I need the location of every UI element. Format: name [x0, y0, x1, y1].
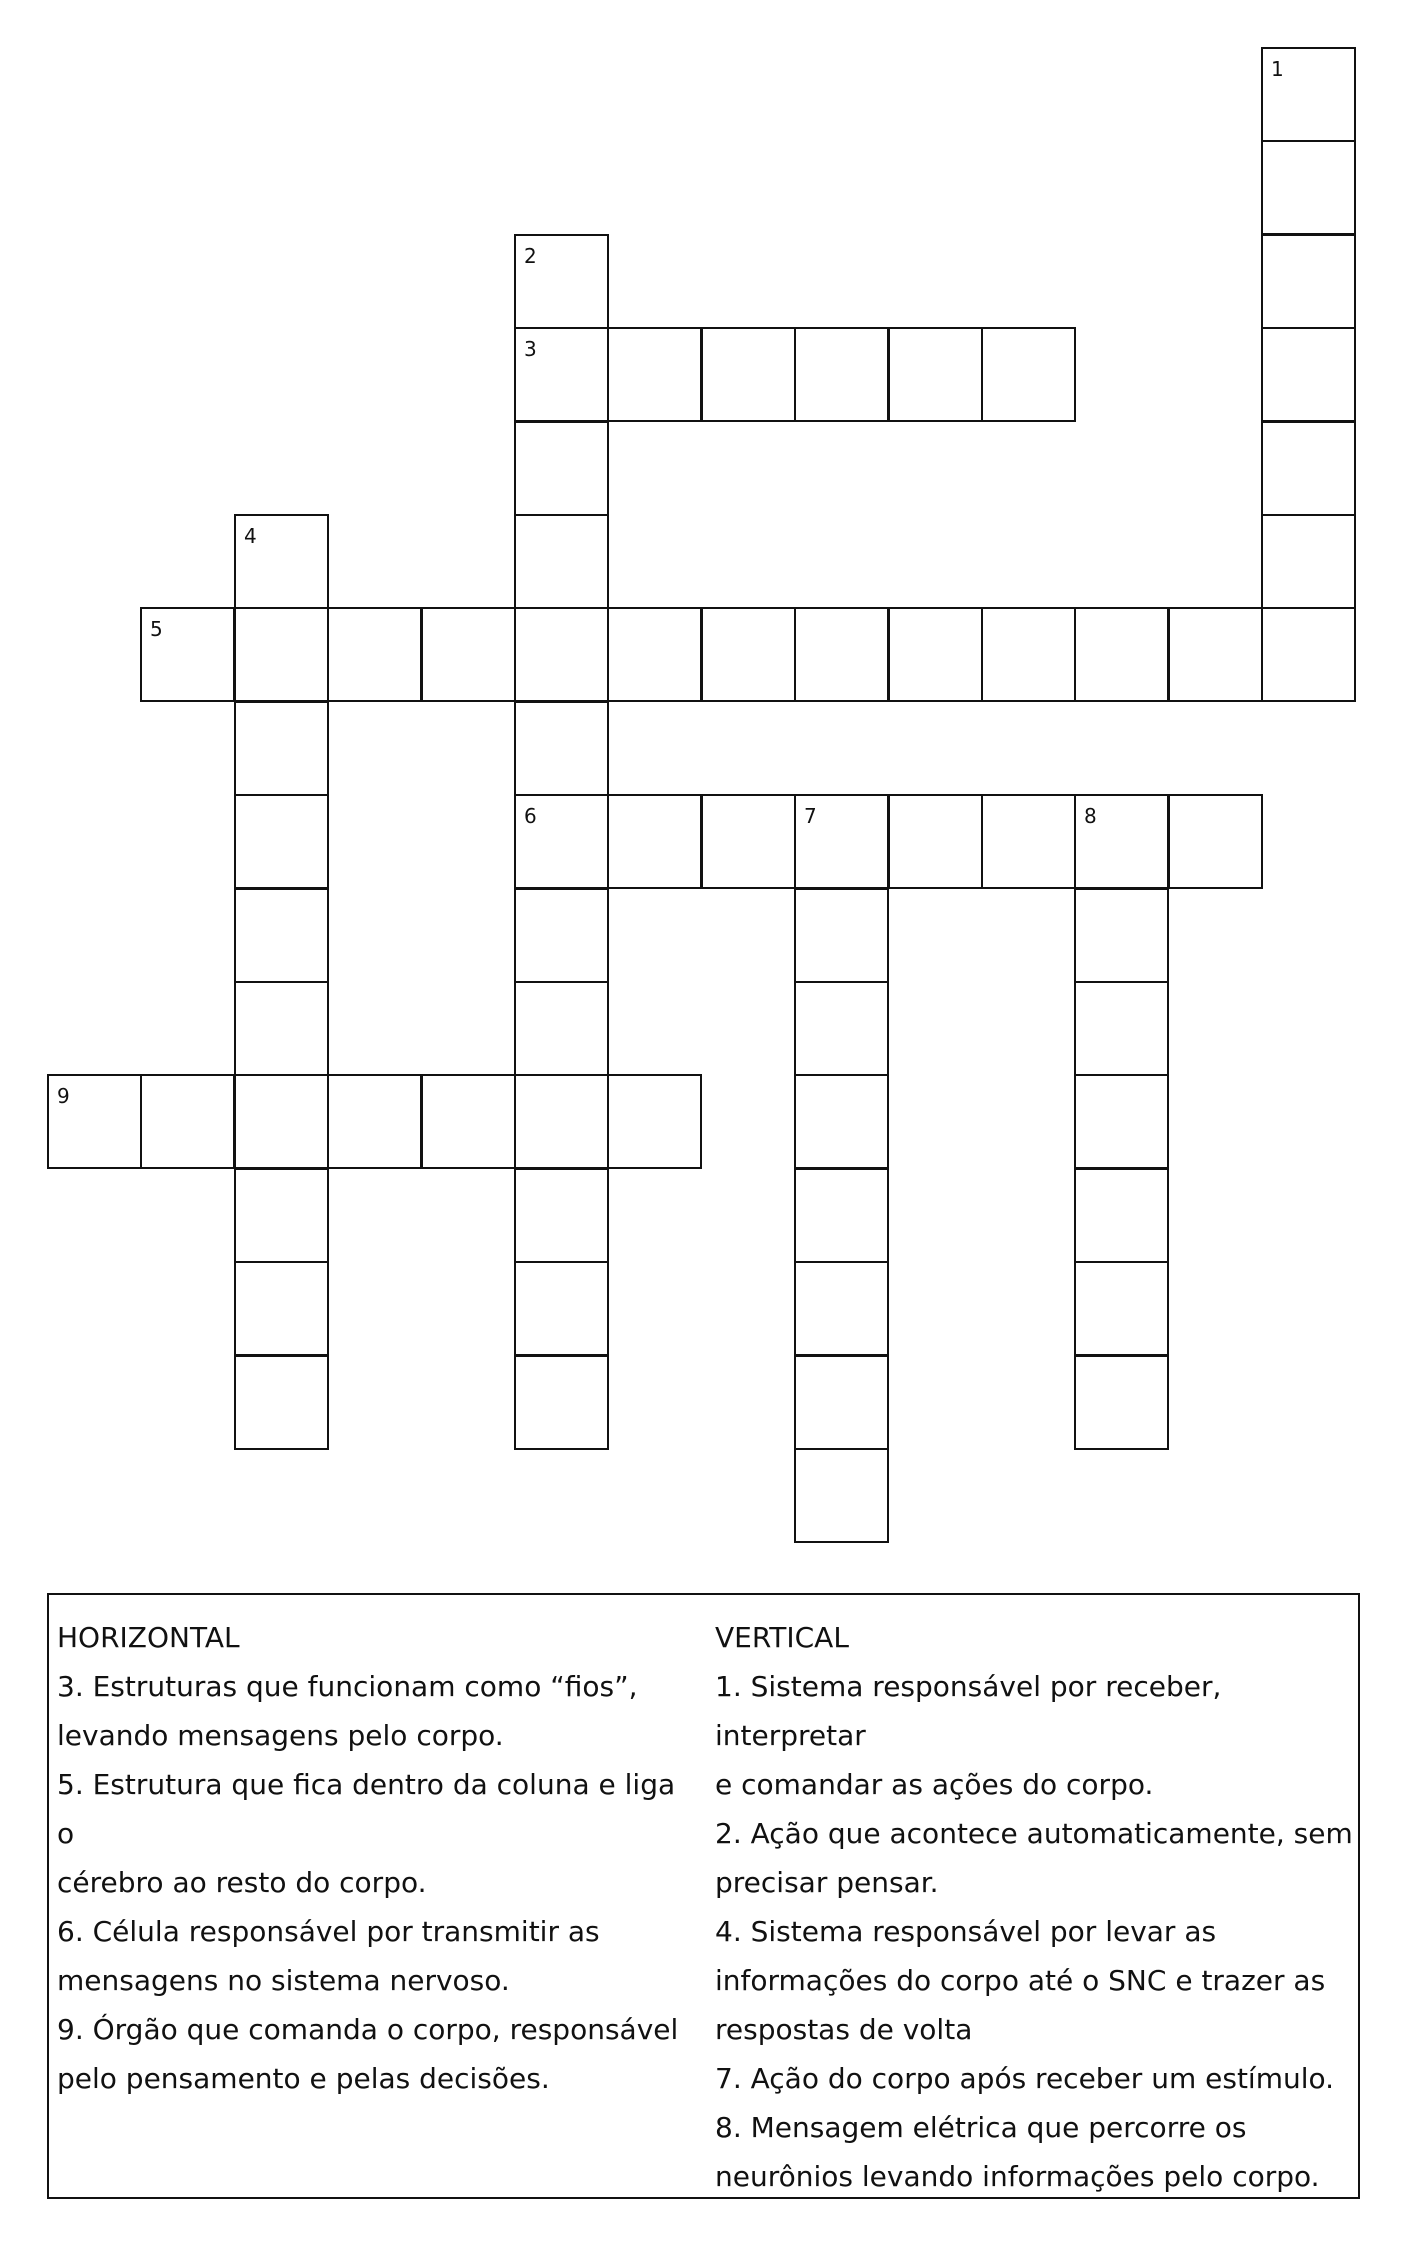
crossword-cell[interactable] [794, 327, 889, 422]
clue-number-8: 8 [1084, 804, 1097, 828]
crossword-cell[interactable] [981, 607, 1076, 702]
crossword-cell[interactable] [514, 1074, 609, 1169]
crossword-cell[interactable] [234, 981, 329, 1076]
vertical-heading: VERTICAL [715, 1621, 849, 1654]
crossword-cell[interactable] [140, 1074, 235, 1169]
clue-line: 8. Mensagem elétrica que percorre os [715, 2111, 1247, 2144]
crossword-cell[interactable] [794, 1074, 889, 1169]
crossword-cell[interactable] [234, 888, 329, 983]
crossword-cell[interactable] [701, 607, 796, 702]
crossword-cell[interactable] [514, 888, 609, 983]
clue-number-7: 7 [804, 804, 817, 828]
crossword-cell[interactable] [514, 794, 609, 889]
crossword-cell[interactable] [607, 607, 702, 702]
crossword-cell[interactable] [1261, 327, 1356, 422]
clue-vertical-1 [715, 1662, 1355, 1809]
crossword-cell[interactable] [1074, 1168, 1169, 1263]
crossword-cell[interactable] [514, 1168, 609, 1263]
crossword-cell[interactable] [327, 1074, 422, 1169]
crossword-cell[interactable] [514, 514, 609, 609]
clue-number-4: 4 [244, 524, 257, 548]
crossword-cell[interactable] [47, 1074, 142, 1169]
clue-line: e comandar as ações do corpo. [715, 1768, 1154, 1801]
clue-line: 9. Órgão que comanda o corpo, responsável [57, 2013, 679, 2046]
clue-line: 3. Estruturas que funcionam como “fios”, [57, 1670, 638, 1703]
horizontal-heading: HORIZONTAL [57, 1621, 240, 1654]
crossword-cell[interactable] [794, 1448, 889, 1543]
crossword-cell[interactable] [514, 327, 609, 422]
clue-number-9: 9 [57, 1084, 70, 1108]
crossword-cell[interactable] [794, 794, 889, 889]
crossword-cell[interactable] [1074, 1355, 1169, 1450]
crossword-cell[interactable] [1168, 794, 1263, 889]
crossword-cell[interactable] [514, 607, 609, 702]
crossword-cell[interactable] [607, 327, 702, 422]
clue-line: cérebro ao resto do corpo. [57, 1866, 427, 1899]
crossword-cell[interactable] [234, 794, 329, 889]
clue-line: 5. Estrutura que fica dentro da coluna e liga o [57, 1768, 676, 1850]
crossword-cell[interactable] [514, 701, 609, 796]
crossword-cell[interactable] [701, 794, 796, 889]
crossword-cell[interactable] [514, 234, 609, 329]
clue-line: respostas de volta [715, 2013, 973, 2046]
clue-line: neurônios levando informações pelo corpo. [715, 2160, 1320, 2193]
crossword-cell[interactable] [234, 701, 329, 796]
crossword-cell[interactable] [1074, 607, 1169, 702]
crossword-cell[interactable] [794, 888, 889, 983]
crossword-cell[interactable] [888, 327, 983, 422]
crossword-cell[interactable] [1261, 514, 1356, 609]
horizontal-clues [57, 1613, 697, 2103]
crossword-cell[interactable] [234, 1074, 329, 1169]
crossword-cell[interactable] [421, 1074, 516, 1169]
crossword-cell[interactable] [607, 1074, 702, 1169]
clue-line: levando mensagens pelo corpo. [57, 1719, 504, 1752]
clue-line: 6. Célula responsável por transmitir as [57, 1915, 600, 1948]
crossword-cell[interactable] [1261, 234, 1356, 329]
clue-line: informações do corpo até o SNC e trazer as [715, 1964, 1326, 1997]
crossword-cell[interactable] [327, 607, 422, 702]
crossword-cell[interactable] [234, 1355, 329, 1450]
clue-horizontal-9 [57, 2005, 697, 2103]
clue-horizontal-5 [57, 1760, 697, 1907]
crossword-cell[interactable] [1074, 1261, 1169, 1356]
crossword-cell[interactable] [1074, 981, 1169, 1076]
clue-number-2: 2 [524, 244, 537, 268]
clue-line: 2. Ação que acontece automaticamente, sem [715, 1817, 1353, 1850]
crossword-cell[interactable] [234, 1261, 329, 1356]
crossword-cell[interactable] [888, 607, 983, 702]
crossword-cell[interactable] [794, 981, 889, 1076]
crossword-cell[interactable] [1261, 607, 1356, 702]
clues-box [47, 1593, 1360, 2199]
crossword-cell[interactable] [888, 794, 983, 889]
crossword-cell[interactable] [794, 1168, 889, 1263]
crossword-cell[interactable] [1074, 888, 1169, 983]
crossword-cell[interactable] [1261, 47, 1356, 142]
crossword-cell[interactable] [1261, 421, 1356, 516]
clue-line: mensagens no sistema nervoso. [57, 1964, 510, 1997]
clue-line: 1. Sistema responsável por receber, interpretar [715, 1670, 1222, 1752]
crossword-cell[interactable] [1074, 1074, 1169, 1169]
crossword-cell[interactable] [794, 1355, 889, 1450]
crossword-cell[interactable] [981, 794, 1076, 889]
clue-line: pelo pensamento e pelas decisões. [57, 2062, 550, 2095]
crossword-cell[interactable] [1074, 794, 1169, 889]
clue-line: precisar pensar. [715, 1866, 939, 1899]
crossword-cell[interactable] [514, 1261, 609, 1356]
clue-number-1: 1 [1271, 57, 1284, 81]
crossword-cell[interactable] [1261, 140, 1356, 235]
crossword-cell[interactable] [514, 1355, 609, 1450]
crossword-cell[interactable] [234, 1168, 329, 1263]
vertical-clues [715, 1613, 1355, 2201]
crossword-cell[interactable] [981, 327, 1076, 422]
crossword-cell[interactable] [421, 607, 516, 702]
clue-number-3: 3 [524, 337, 537, 361]
crossword-cell[interactable] [514, 981, 609, 1076]
crossword-cell[interactable] [234, 607, 329, 702]
crossword-cell[interactable] [234, 514, 329, 609]
clue-horizontal-3 [57, 1662, 697, 1760]
crossword-cell[interactable] [794, 607, 889, 702]
clue-vertical-7 [715, 2054, 1355, 2103]
crossword-cell[interactable] [1168, 607, 1263, 702]
crossword-cell[interactable] [794, 1261, 889, 1356]
clue-vertical-8 [715, 2103, 1355, 2201]
crossword-cell[interactable] [140, 607, 235, 702]
crossword-cell[interactable] [607, 794, 702, 889]
crossword-cell[interactable] [514, 421, 609, 516]
clue-line: 7. Ação do corpo após receber um estímulo. [715, 2062, 1335, 2095]
clue-number-6: 6 [524, 804, 537, 828]
crossword-cell[interactable] [701, 327, 796, 422]
clue-line: 4. Sistema responsável por levar as [715, 1915, 1217, 1948]
clue-vertical-2 [715, 1809, 1355, 1907]
clue-number-5: 5 [150, 617, 163, 641]
clue-vertical-4 [715, 1907, 1355, 2054]
clue-horizontal-6 [57, 1907, 697, 2005]
